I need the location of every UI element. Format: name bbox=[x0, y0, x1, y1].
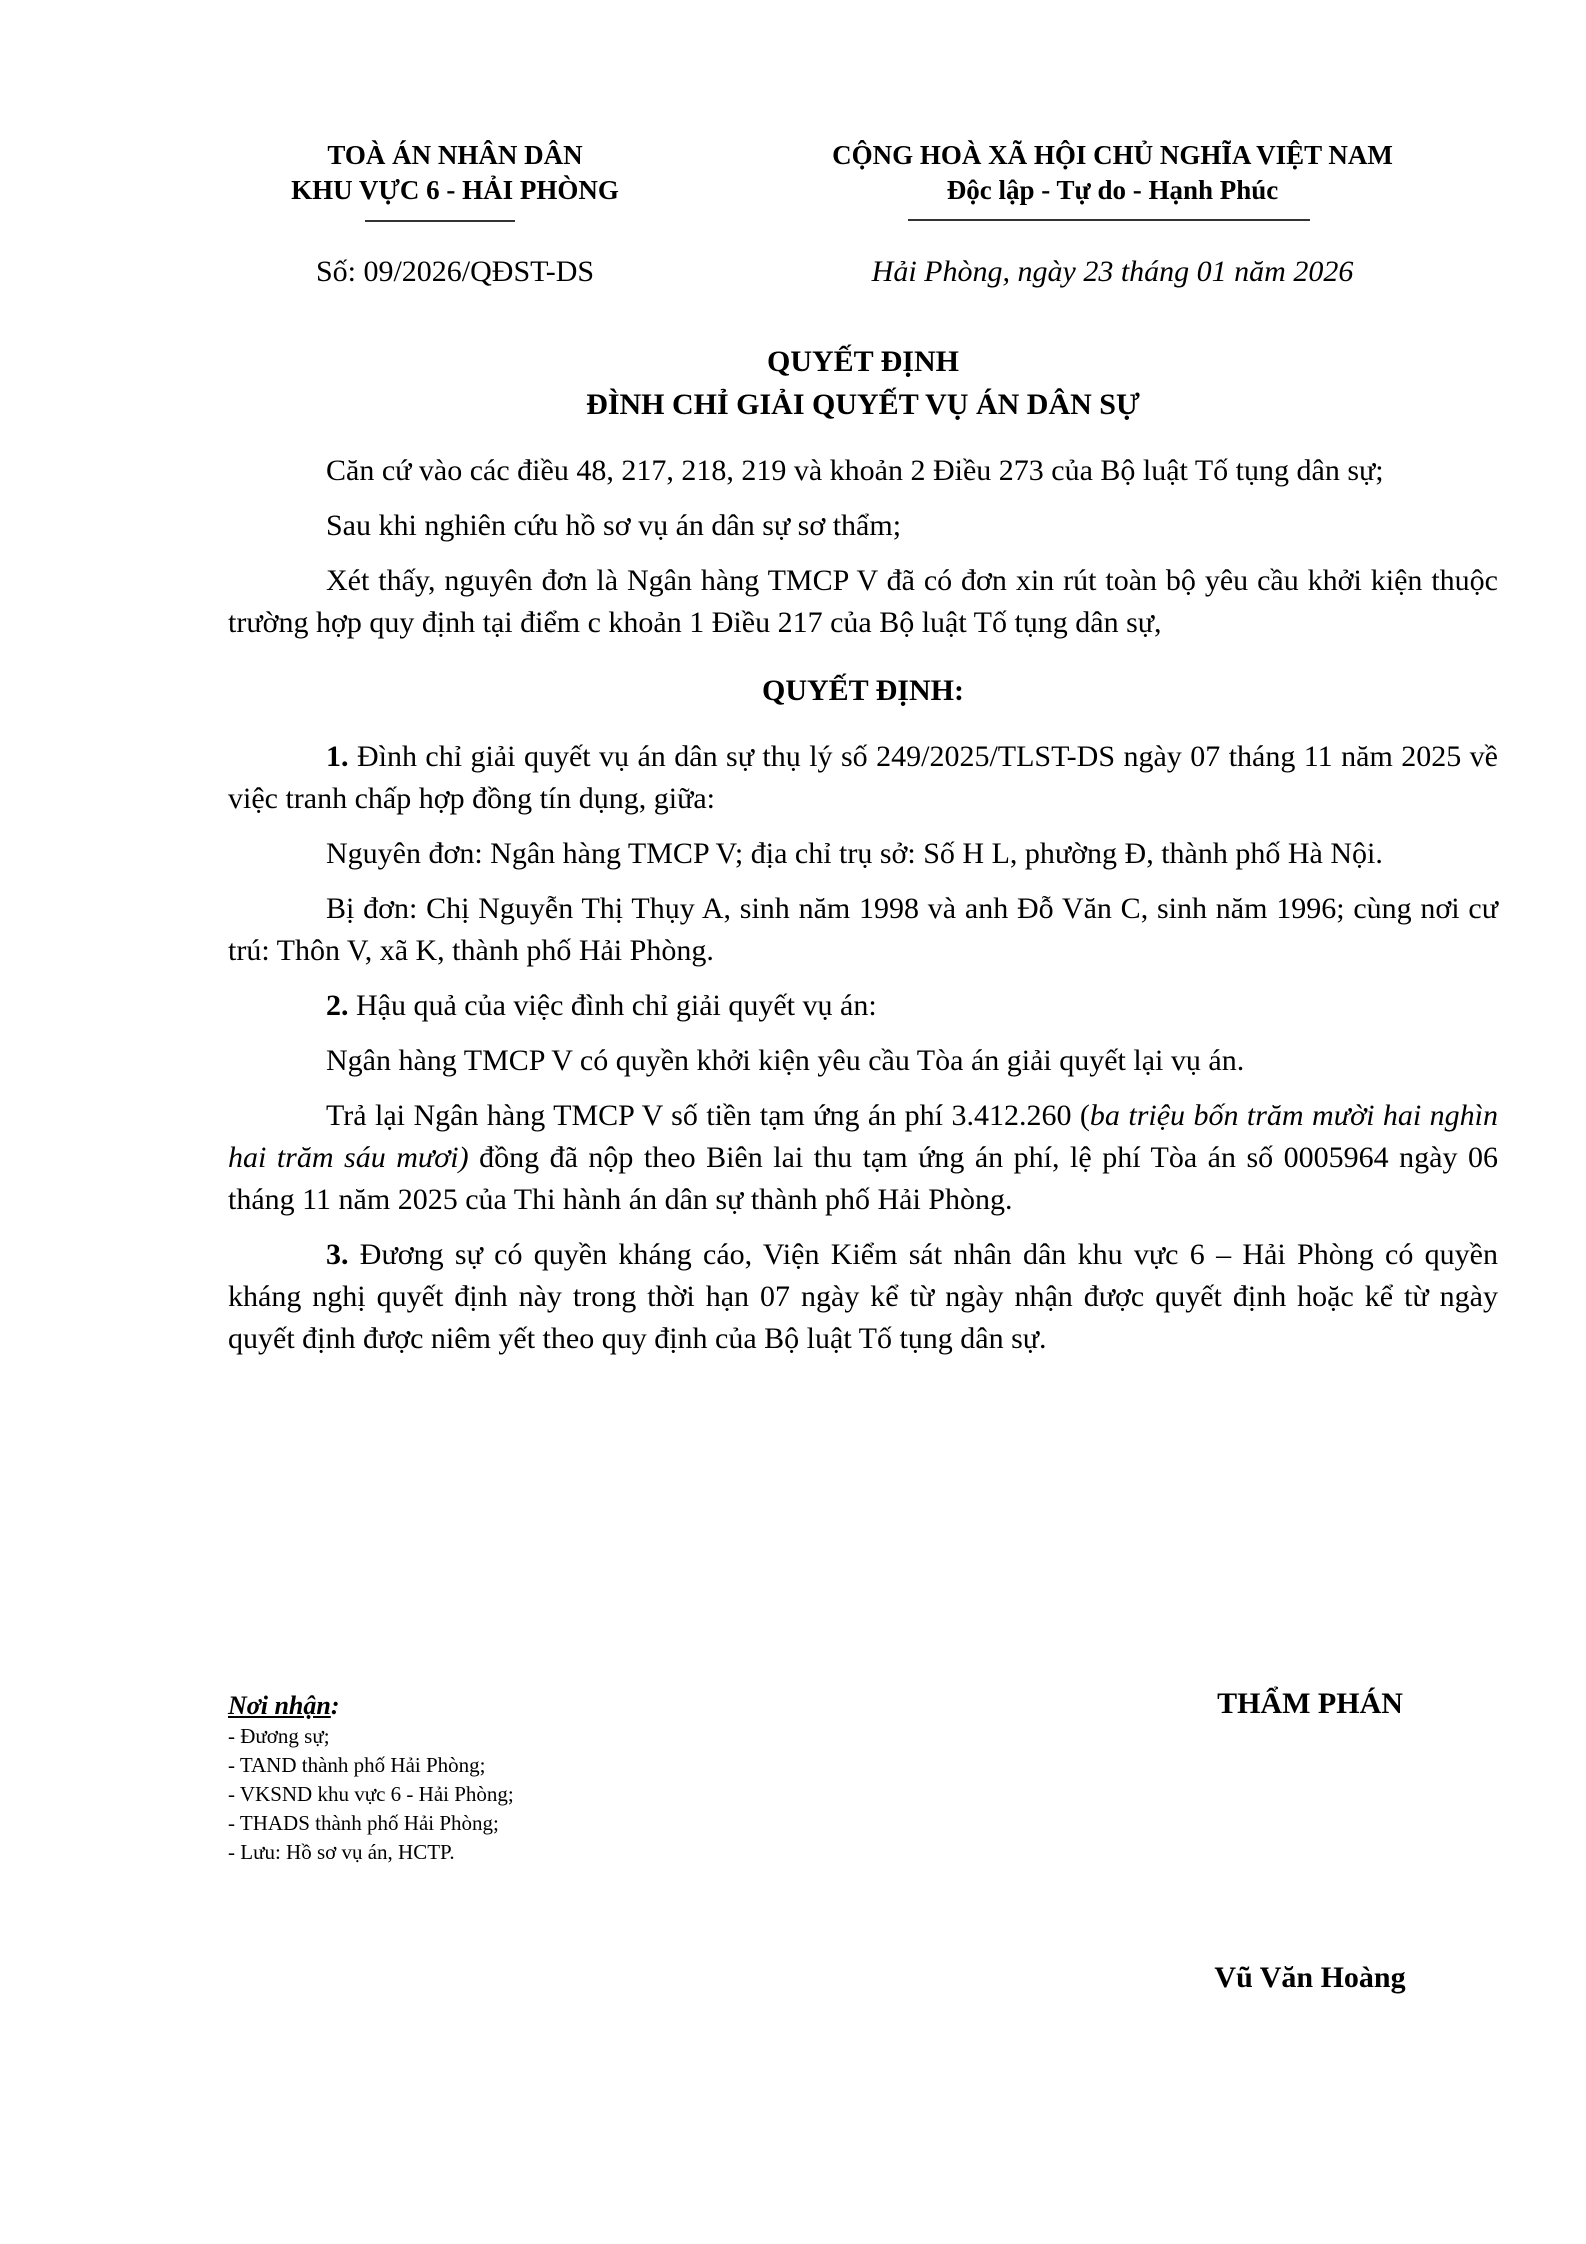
decision-item-1-text: Đình chỉ giải quyết vụ án dân sự thụ lý số 249/2025/TLST-DS ngày 07 tháng 11 năm 2025 về việc tranh chấp hợp đồng tín dụng, giữa: bbox=[228, 740, 1498, 815]
national-motto: Độc lập - Tự do - Hạnh Phúc bbox=[946, 175, 1279, 205]
recipients-title-label: Nơi nhận bbox=[228, 1691, 331, 1720]
decision-item-2-number: 2. bbox=[326, 989, 349, 1022]
national-header bbox=[760, 138, 1465, 208]
document-number: Số: 09/2026/QĐST-DS bbox=[315, 255, 595, 288]
court-name-line2: KHU VỰC 6 - HẢI PHÒNG bbox=[291, 175, 619, 205]
issue-date: Hải Phòng, ngày 23 tháng 01 năm 2026 bbox=[871, 255, 1354, 288]
preamble-finding: Xét thấy, nguyên đơn là Ngân hàng TMCP V đã có đơn xin rút toàn bộ yêu cầu khởi kiện thuộc trường hợp quy định tại điểm c khoản 1 Điều 217 của Bộ luật Tố tụng dân sự, bbox=[228, 564, 1498, 639]
court-name bbox=[230, 138, 680, 208]
fee-refund-words: ba triệu bốn trăm mười hai nghìn hai trăm sáu mươi) bbox=[228, 1099, 1498, 1174]
defendant-info: Bị đơn: Chị Nguyễn Thị Thụy A, sinh năm 1998 và anh Đỗ Văn C, sinh năm 1996; cùng nơi cư trú: Thôn V, xã K, thành phố Hải Phòng. bbox=[228, 892, 1498, 967]
document-body bbox=[228, 450, 1498, 1373]
court-name-line1: TOÀ ÁN NHÂN DÂN bbox=[327, 140, 583, 170]
recipients bbox=[228, 1690, 828, 1867]
preamble-review: Sau khi nghiên cứu hồ sơ vụ án dân sự sơ thẩm; bbox=[326, 509, 902, 542]
fee-refund-pre: Trả lại Ngân hàng TMCP V số tiền tạm ứng án phí 3.412.260 ( bbox=[326, 1099, 1090, 1132]
decision-item-3 bbox=[228, 1234, 1498, 1360]
court-name-divider bbox=[365, 220, 515, 222]
recipients-title-colon: : bbox=[330, 1691, 340, 1720]
document-title-line1: QUYẾT ĐỊNH bbox=[767, 345, 959, 378]
decision-item-1-number: 1. bbox=[326, 740, 349, 773]
recipient-item: - VKSND khu vực 6 - Hải Phòng; bbox=[228, 1782, 514, 1806]
recipient-item: - THADS thành phố Hải Phòng; bbox=[228, 1811, 499, 1835]
national-title: CỘNG HOÀ XÃ HỘI CHỦ NGHĨA VIỆT NAM bbox=[832, 140, 1393, 170]
recipients-title bbox=[228, 1690, 828, 1722]
recipient-item: - Lưu: Hồ sơ vụ án, HCTP. bbox=[228, 1840, 455, 1864]
preamble-legal-basis: Căn cứ vào các điều 48, 217, 218, 219 và khoản 2 Điều 273 của Bộ luật Tố tụng dân sự; bbox=[326, 454, 1384, 487]
recipient-item: - Đương sự; bbox=[228, 1724, 330, 1748]
decision-item-2 bbox=[228, 985, 1498, 1027]
plaintiff-right: Ngân hàng TMCP V có quyền khởi kiện yêu cầu Tòa án giải quyết lại vụ án. bbox=[326, 1044, 1245, 1077]
national-motto-divider bbox=[908, 219, 1310, 221]
decision-item-3-text: Đương sự có quyền kháng cáo, Viện Kiểm sát nhân dân khu vực 6 – Hải Phòng có quyền kháng nghị quyết định này trong thời hạn 07 ngày kể từ ngày nhận được quyết định hoặc kể từ ngày quyết định được niêm yết theo quy định của Bộ luật Tố tụng dân sự. bbox=[228, 1238, 1498, 1355]
fee-refund-post: đồng đã nộp theo Biên lai thu tạm ứng án phí, lệ phí Tòa án số 0005964 ngày 06 tháng 11 năm 2025 của Thi hành án dân sự thành phố Hải Phòng. bbox=[228, 1141, 1498, 1216]
decision-item-1 bbox=[228, 736, 1498, 820]
document-title bbox=[228, 340, 1498, 426]
recipient-item: - TAND thành phố Hải Phòng; bbox=[228, 1753, 486, 1777]
plaintiff-info: Nguyên đơn: Ngân hàng TMCP V; địa chỉ trụ sở: Số H L, phường Đ, thành phố Hà Nội. bbox=[326, 837, 1383, 870]
fee-refund bbox=[228, 1095, 1498, 1221]
decision-heading: QUYẾT ĐỊNH: bbox=[762, 674, 964, 707]
decision-item-3-number: 3. bbox=[326, 1238, 349, 1271]
signer-role: THẨM PHÁN bbox=[1217, 1687, 1403, 1720]
document-title-line2: ĐÌNH CHỈ GIẢI QUYẾT VỤ ÁN DÂN SỰ bbox=[586, 388, 1140, 421]
decision-item-2-text: Hậu quả của việc đình chỉ giải quyết vụ án: bbox=[348, 989, 877, 1022]
signer-name: Vũ Văn Hoàng bbox=[1214, 1961, 1406, 1994]
